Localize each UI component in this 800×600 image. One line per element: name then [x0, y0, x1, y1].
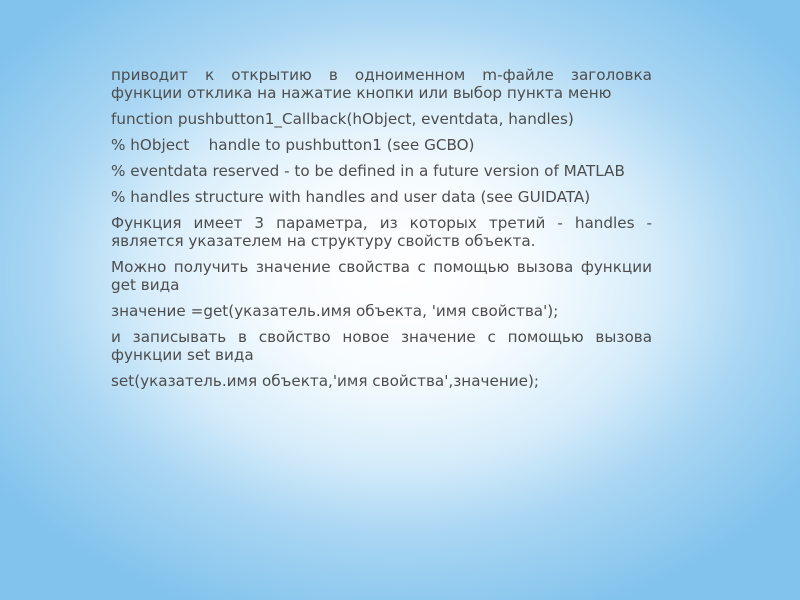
- paragraph-comment-handles: % handles structure with handles and user data (see GUIDATA): [111, 188, 591, 206]
- paragraph-function-signature: function pushbutton1_Callback(hObject, eventdata, handles): [111, 110, 574, 128]
- paragraph-set-description: и записывать в свойство новое значение с помощью вызова функции set вида: [111, 328, 652, 364]
- paragraph-set-example: set(указатель.имя объекта,'имя свойства',значение);: [111, 372, 540, 390]
- paragraph-comment-hobject: % hObject handle to pushbutton1 (see GCBO): [111, 136, 475, 154]
- slide-body: [111, 66, 652, 398]
- paragraph-comment-eventdata: % eventdata reserved - to be defined in a future version of MATLAB: [111, 162, 625, 180]
- paragraph-get-example: значение =get(указатель.имя объекта, 'имя свойства');: [111, 302, 559, 320]
- paragraph-intro: приводит к открытию в одноименном m-файле заголовка функции отклика на нажатие кнопки или выбор пункта меню: [111, 66, 652, 102]
- paragraph-parameters-description: Функция имеет 3 параметра, из которых третий - handles - является указателем на структуру свойств объекта.: [111, 214, 652, 250]
- paragraph-get-description: Можно получить значение свойства с помощью вызова функции get вида: [111, 258, 652, 294]
